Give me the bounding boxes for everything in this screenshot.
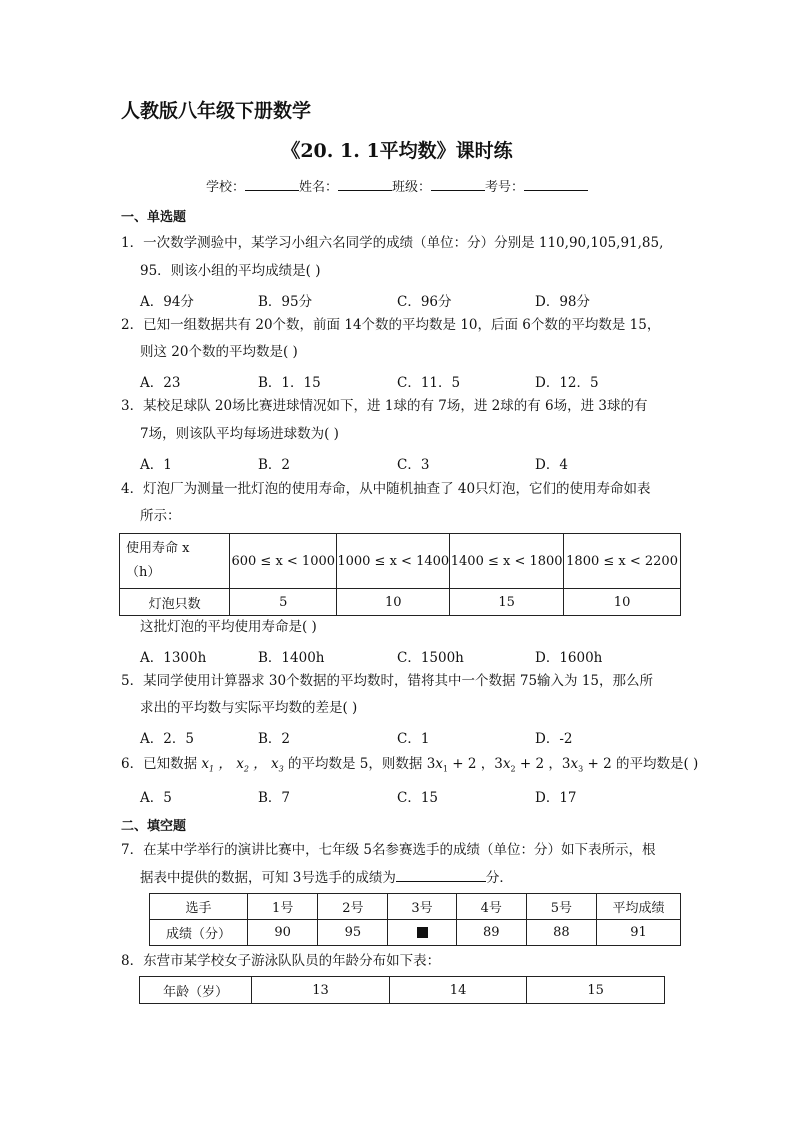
q7-line2-end: 分． <box>485 870 513 886</box>
school-label: 学校： <box>205 180 245 195</box>
age-table <box>139 976 665 1004</box>
q6-prefix: 6．已知数据 <box>121 756 198 772</box>
q3-option-c[interactable]: C．3 <box>397 457 430 473</box>
header-cell: 5号 <box>526 894 596 920</box>
header-cell: 4号 <box>456 894 526 920</box>
score-cell: 88 <box>526 920 596 946</box>
q2-option-d[interactable]: D．12．5 <box>535 375 599 391</box>
q4-line2: 所示： <box>140 508 181 524</box>
range-cell: 1800 ≤ x < 2200 <box>564 534 681 589</box>
q6-suffix: 的平均数是( ) <box>615 756 699 772</box>
count-cell: 10 <box>337 589 450 616</box>
name-blank[interactable] <box>338 178 392 191</box>
lifetime-header-label-line1: 使用寿命 x <box>126 541 190 556</box>
score-cell-hidden <box>388 920 456 946</box>
q5-option-c[interactable]: C．1 <box>397 731 430 747</box>
q6-option-a[interactable]: A．5 <box>140 790 172 806</box>
page-header: 人教版八年级下册数学 <box>121 100 312 122</box>
q7-line2 <box>140 864 513 892</box>
q8-line1: 8．东营市某学校女子游泳队队员的年龄分布如下表： <box>121 953 441 969</box>
q6-option-b[interactable]: B．7 <box>258 790 291 806</box>
q4-option-d[interactable]: D．1600h <box>535 650 603 666</box>
q2-option-c[interactable]: C．11．5 <box>397 375 461 391</box>
black-square-icon <box>417 927 428 938</box>
q4-option-c[interactable]: C．1500h <box>397 650 464 666</box>
range-cell: 600 ≤ x < 1000 <box>230 534 337 589</box>
section-single-choice: 一、单选题 <box>121 210 187 225</box>
q5-option-a[interactable]: A．2．5 <box>140 731 194 747</box>
q3-option-a[interactable]: A．1 <box>140 457 172 473</box>
q2-line1: 2．已知一组数据共有 20个数，前面 14个数的平均数是 10，后面 6个数的平均数是 15， <box>121 317 661 333</box>
age-row-label: 年龄（岁） <box>140 977 252 1004</box>
q5-option-d[interactable]: D．-2 <box>535 731 573 747</box>
q1-line2: 95．则该小组的平均成绩是( ) <box>140 263 321 279</box>
q6-line <box>121 750 698 784</box>
q6-option-d[interactable]: D．17 <box>535 790 577 806</box>
header-cell: 选手 <box>150 894 248 920</box>
q1-line1: 1．一次数学测验中，某学习小组六名同学的成绩（单位：分）分别是 110,90,105,91,85, <box>121 235 664 251</box>
class-label: 班级： <box>392 180 432 195</box>
exam-no-blank[interactable] <box>524 178 588 191</box>
q4-line1: 4．灯泡厂为测量一批灯泡的使用寿命，从中随机抽查了 40只灯泡，它们的使用寿命如表 <box>121 481 651 497</box>
q1-option-b[interactable]: B．95分 <box>258 294 313 310</box>
q2-line2: 则这 20个数的平均数是( ) <box>140 344 298 360</box>
q4-option-b[interactable]: B．1400h <box>258 650 325 666</box>
lifetime-header-label <box>120 534 230 589</box>
q1-option-d[interactable]: D．98分 <box>535 294 591 310</box>
score-row-label: 成绩（分） <box>150 920 248 946</box>
exam-no-label: 考号： <box>485 180 525 195</box>
q5-option-b[interactable]: B．2 <box>258 731 291 747</box>
age-cell: 14 <box>389 977 527 1004</box>
q3-line2: 7场，则该队平均每场进球数为( ) <box>140 426 339 442</box>
score-cell: 89 <box>456 920 526 946</box>
header-cell: 平均成绩 <box>597 894 681 920</box>
average-score-cell: 91 <box>597 920 681 946</box>
student-info-line <box>0 176 794 195</box>
q3-line1: 3．某校足球队 20场比赛进球情况如下，进 1球的有 7场，进 2球的有 6场，进 3球的有 <box>121 398 648 414</box>
age-cell: 15 <box>527 977 665 1004</box>
count-cell: 5 <box>230 589 337 616</box>
lifetime-table <box>119 533 681 616</box>
header-cell: 2号 <box>318 894 388 920</box>
q3-option-b[interactable]: B．2 <box>258 457 291 473</box>
header-cell: 1号 <box>248 894 318 920</box>
q6-middle: 的平均数是 5，则数据 <box>288 756 423 772</box>
lifetime-header-label-line2: （h） <box>126 565 161 580</box>
bulb-count-label: 灯泡只数 <box>120 589 230 616</box>
name-label: 姓名： <box>298 180 338 195</box>
q5-line2: 求出的平均数与实际平均数的差是( ) <box>140 700 358 716</box>
q4-option-a[interactable]: A．1300h <box>140 650 207 666</box>
count-cell: 15 <box>450 589 564 616</box>
q6-formula-x: $x_1$ ， $x_2$ ， $x_3$ <box>201 756 284 774</box>
header-cell: 3号 <box>388 894 456 920</box>
q7-line2-text: 据表中提供的数据，可知 3号选手的成绩为 <box>140 870 396 886</box>
score-cell: 95 <box>318 920 388 946</box>
age-cell: 13 <box>252 977 390 1004</box>
count-cell: 10 <box>564 589 681 616</box>
class-blank[interactable] <box>431 178 485 191</box>
q6-formula-3x: $3x_1 + 2$ ，$3x_2 + 2$ ，$3x_3 + 2$ <box>426 756 616 774</box>
section-fill-blank: 二、填空题 <box>121 819 187 834</box>
q1-option-a[interactable]: A．94分 <box>140 294 194 310</box>
page-title: 《20. 1. 1平均数》课时练 <box>281 140 513 162</box>
q4-line3: 这批灯泡的平均使用寿命是( ) <box>140 619 317 635</box>
contestant-score-table <box>149 893 681 946</box>
q3-option-d[interactable]: D．4 <box>535 457 568 473</box>
range-cell: 1000 ≤ x < 1400 <box>337 534 450 589</box>
q7-line1: 7．在某中学举行的演讲比赛中，七年级 5名参赛选手的成绩（单位：分）如下表所示，根 <box>121 842 656 858</box>
school-blank[interactable] <box>245 178 299 191</box>
q1-option-c[interactable]: C．96分 <box>397 294 452 310</box>
q5-line1: 5．某同学使用计算器求 30个数据的平均数时，错将其中一个数据 75输入为 15，那么所 <box>121 673 653 689</box>
q6-option-c[interactable]: C．15 <box>397 790 439 806</box>
q2-option-a[interactable]: A．23 <box>140 375 181 391</box>
score-cell: 90 <box>248 920 318 946</box>
range-cell: 1400 ≤ x < 1800 <box>450 534 564 589</box>
q7-answer-blank[interactable] <box>396 868 486 882</box>
q2-option-b[interactable]: B．1．15 <box>258 375 321 391</box>
